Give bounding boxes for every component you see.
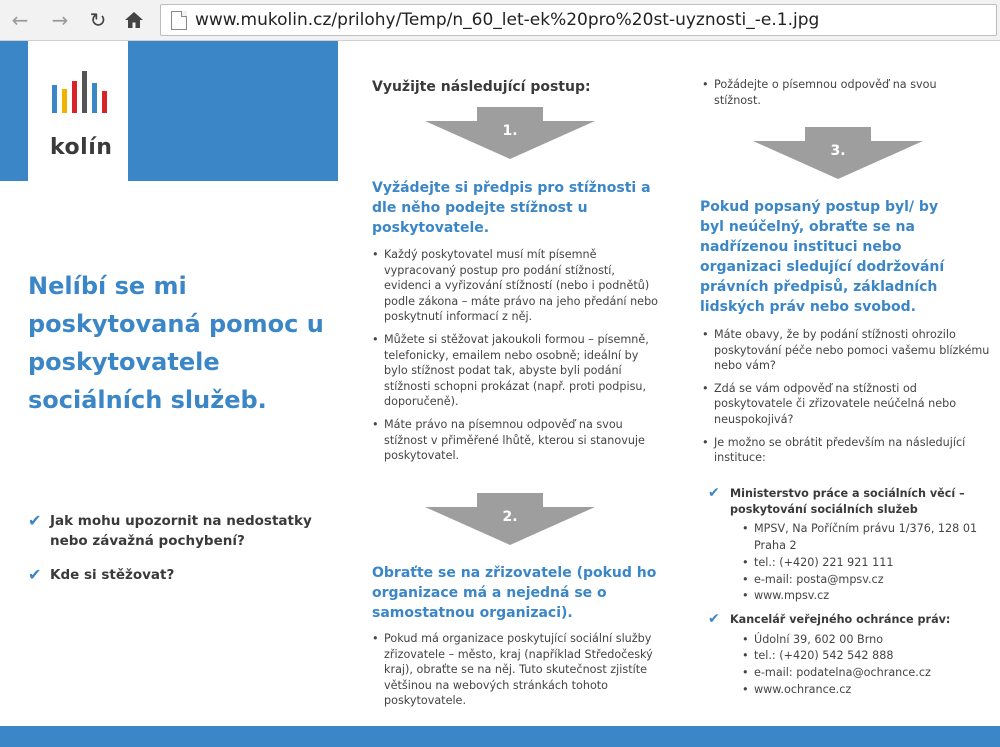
- blue-band-mid: [128, 41, 338, 181]
- reload-icon[interactable]: ↻: [89, 8, 107, 32]
- list-item: • Požádejte o písemnou odpověď na svou stížnost.: [702, 77, 962, 108]
- step-2-title: Obraťte se na zřizovatele (pokud ho organizace má a nejedná se o samostatnou organizaci).: [372, 565, 657, 621]
- institution-name: Ministerstvo práce a sociálních věcí – poskytování sociálních služeb: [730, 487, 965, 516]
- step-2-label: 2.: [502, 509, 518, 525]
- list-item: • Je možno se obrátit především na následující instituce:: [702, 435, 992, 466]
- list-item: • Údolní 39, 602 00 Brno: [742, 632, 988, 649]
- question-item: ✔ Jak mohu upozornit na nedostatky nebo závažná pochybení?: [28, 511, 312, 549]
- url-text: www.mukolin.cz/prilohy/Temp/n_60_let-ek%20pro%20st-uyznosti_-e.1.jpg: [195, 10, 820, 30]
- home-icon[interactable]: [120, 6, 148, 34]
- step-1-label: 1.: [502, 123, 518, 139]
- list-item: • Můžete si stěžovat jakoukoli formou – písemně, telefonicky, emailem nebo osobně; ideální by bylo stížnost podat tak, abyste byli podání stížnosti schopni prokázat (např. proti podpisu, doporučeně).: [372, 332, 662, 410]
- list-item: • MPSV, Na Poříčním právu 1/376, 128 01 Praha 2: [742, 521, 988, 555]
- address-bar[interactable]: [160, 4, 997, 36]
- logo-bars-icon: [52, 71, 112, 113]
- step-3-bullets: [702, 327, 992, 473]
- institution-ochrance: [708, 612, 988, 699]
- checkmark-icon: ✔: [708, 611, 720, 627]
- logo: [28, 41, 128, 181]
- list-item: • Máte právo na písemnou odpověď na svou stížnost v přiměřené lhůtě, kterou si stanovuje poskytovatel.: [372, 417, 662, 464]
- question-item: ✔ Kde si stěžovat?: [28, 565, 175, 584]
- list-item: • e-mail: posta@mpsv.cz: [742, 572, 988, 589]
- list-item: • tel.: (+420) 542 542 888: [742, 648, 988, 665]
- intro-text: Využijte následující postup:: [372, 79, 591, 95]
- right-top-bullets: [702, 77, 962, 115]
- checkmark-icon: ✔: [28, 565, 42, 584]
- question-list: [28, 511, 348, 599]
- list-item: • Máte obavy, že by podání stížnosti ohrozilo poskytování péče nebo pomoci vašemu blízkému nebo vám?: [702, 327, 992, 374]
- back-arrow-icon[interactable]: ←: [11, 8, 29, 32]
- page-headline: Nelíbí se mi poskytovaná pomoc u poskytovatele sociálních služeb.: [28, 272, 324, 414]
- step-2-bullets: [372, 631, 662, 716]
- leaflet-page: [0, 41, 1000, 747]
- step-3-label: 3.: [830, 143, 846, 159]
- step-1-arrow: [425, 107, 595, 159]
- list-item: • e-mail: podatelna@ochrance.cz: [742, 665, 988, 682]
- checkmark-icon: ✔: [28, 511, 42, 530]
- forward-arrow-icon[interactable]: →: [51, 8, 69, 32]
- institution-mpsv: [708, 486, 988, 605]
- list-item: • www.ochrance.cz: [742, 682, 988, 699]
- browser-toolbar: [0, 0, 1000, 41]
- institution-name: Kancelář veřejného ochránce práv:: [730, 613, 951, 626]
- list-item: • Každý poskytovatel musí mít písemně vypracovaný postup pro podání stížností, evidenci a vyřizování stížností (nebo i podnětů) podle zákona – máte právo na jeho předání nebo poskytnutí informací z něj.: [372, 247, 662, 325]
- list-item: • Zdá se vám odpověď na stížnosti od poskytovatele či zřizovatele neúčelná nebo neuspokojivá?: [702, 381, 992, 428]
- institution-contacts: [742, 521, 988, 605]
- page-icon: [171, 11, 187, 30]
- step-3-arrow: [753, 127, 923, 179]
- step-2-arrow: [425, 493, 595, 545]
- blue-band-left: [0, 41, 28, 181]
- logo-text: kolín: [50, 135, 113, 160]
- step-1-title: Vyžádejte si předpis pro stížnosti a dle něho podejte stížnost u poskytovatele.: [372, 180, 651, 236]
- blue-band-bottom: [0, 726, 1000, 747]
- checkmark-icon: ✔: [708, 485, 720, 501]
- institution-contacts: [742, 632, 988, 699]
- step-1-bullets: [372, 247, 662, 471]
- list-item: • Pokud má organizace poskytující sociální služby zřizovatele – město, kraj (například Středočeský kraj), obraťte se na něj. Tuto skutečnost zjistíte většinou na webových stránkách tohoto poskytovatele.: [372, 631, 662, 709]
- list-item: • tel.: (+420) 221 921 111: [742, 555, 988, 572]
- list-item: • www.mpsv.cz: [742, 588, 988, 605]
- step-3-title: Pokud popsaný postup byl/ by byl neúčelný, obraťte se na nadřízenou instituci nebo organizaci sledující dodržování právních předpisů, základních lidských práv nebo svobod.: [700, 199, 945, 315]
